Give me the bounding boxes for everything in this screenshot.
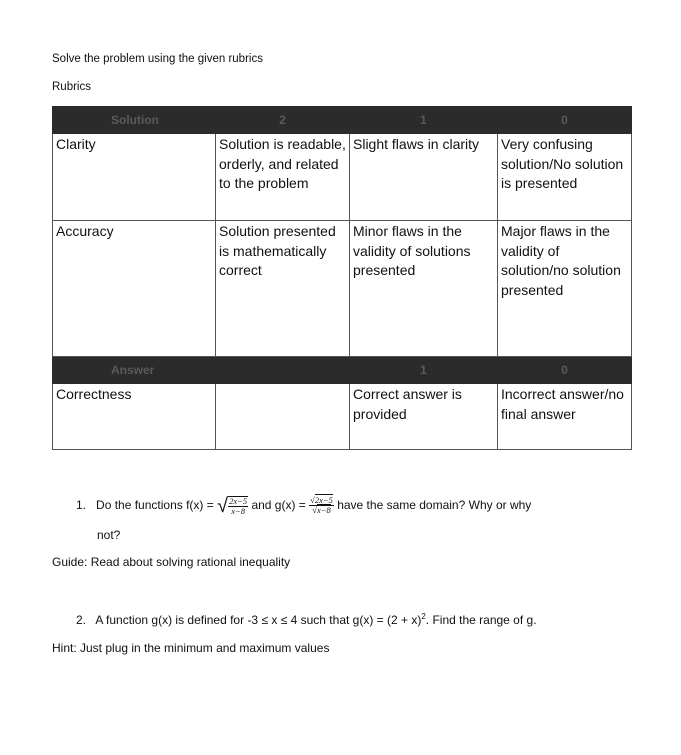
q1-text-c: have the same domain? Why or why (337, 498, 532, 512)
clarity-score-0: Very confusing solution/No solution is presented (498, 134, 632, 221)
q1-text-a: Do the functions f(x) = (96, 498, 214, 512)
f-denominator: x−8 (231, 505, 245, 516)
g-fraction (309, 496, 334, 515)
clarity-score-1: Slight flaws in clarity (350, 134, 498, 221)
clarity-score-2: Solution is readable, orderly, and related to the problem (216, 134, 350, 221)
g-denominator-radicand: x−8 (316, 505, 331, 516)
answer-header-score-1: 1 (350, 357, 498, 384)
table-row (53, 221, 632, 357)
q1-text-b: and g(x) = (251, 498, 306, 512)
hint-text: Hint: Just plug in the minimum and maximum values (52, 641, 330, 655)
f-fraction (228, 496, 248, 516)
header-answer: Answer (53, 357, 216, 384)
accuracy-score-0: Major flaws in the validity of solution/no solution presented (498, 221, 632, 357)
question-1 (76, 491, 531, 520)
q2-number: 2. (76, 613, 87, 627)
instruction-text: Solve the problem using the given rubrics (52, 53, 263, 65)
correctness-score-0: Incorrect answer/no final answer (498, 384, 632, 450)
accuracy-score-1: Minor flaws in the validity of solutions presented (350, 221, 498, 357)
answer-header-score-2 (216, 357, 350, 384)
table-row (53, 384, 632, 450)
guide-text: Guide: Read about solving rational inequality (52, 555, 291, 569)
header-score-1: 1 (350, 107, 498, 134)
header-score-2: 2 (216, 107, 350, 134)
header-score-0: 0 (498, 107, 632, 134)
criterion-clarity: Clarity (53, 134, 216, 221)
rubric-table (52, 106, 632, 450)
g-numerator: √2x−5 (310, 495, 333, 506)
answer-header-row (53, 357, 632, 384)
q1-text-d: not? (97, 528, 121, 542)
q2-exponent: 2 (421, 612, 426, 621)
f-numerator: 2x−5 (229, 495, 248, 506)
criterion-correctness: Correctness (53, 384, 216, 450)
q2-text-a: A function g(x) is defined for -3 ≤ x ≤ 4 such that g(x) = (2 + x) (95, 613, 422, 627)
accuracy-score-2: Solution presented is mathematically correct (216, 221, 350, 357)
g-denominator: √x−8 (312, 505, 331, 516)
answer-header-score-0: 0 (498, 357, 632, 384)
rubrics-label: Rubrics (52, 81, 91, 93)
g-numerator-radicand: 2x−5 (314, 495, 333, 506)
criterion-accuracy: Accuracy (53, 221, 216, 357)
question-2 (76, 612, 537, 627)
table-row (53, 134, 632, 221)
q1-number: 1. (76, 498, 87, 512)
solution-header-row (53, 107, 632, 134)
sqrt-symbol: √ (217, 494, 229, 517)
q2-text-b: . Find the range of g. (425, 613, 537, 627)
correctness-score-1: Correct answer is provided (350, 384, 498, 450)
correctness-score-2 (216, 384, 350, 450)
header-solution: Solution (53, 107, 216, 134)
